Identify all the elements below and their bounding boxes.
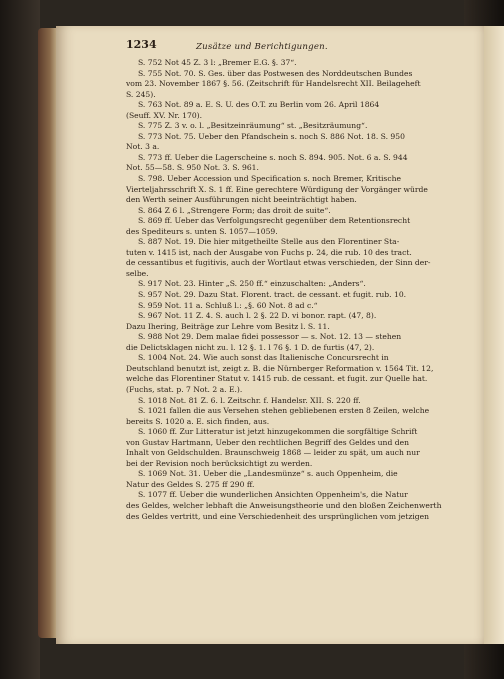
- text-line: S. 773 ff. Ueber die Lagerscheine s. noch S. 894. 905. Not. 6 a. S. 944: [138, 152, 408, 162]
- text-line: S. 775 Z. 3 v. o. l. „Besitzeinräumung“ st. „Besitzräumung“.: [138, 121, 368, 131]
- text-entry: [126, 174, 450, 206]
- entry-list: [126, 58, 450, 522]
- text-entry: [126, 490, 450, 522]
- text-entry: [126, 406, 450, 427]
- text-line: S. 1077 ff. Ueber die wunderlichen Ansichten Oppenheim's, die Natur: [138, 490, 408, 500]
- text-line: (Seuff. XV. Nr. 170).: [126, 110, 203, 120]
- text-line: den Werth seiner Ausführungen nicht beeinträchtigt haben.: [126, 195, 357, 205]
- text-line: S. 967 Not. 11 Z. 4. S. auch l. 2 §. 22 D. vi bonor. rapt. (47, 8).: [138, 311, 377, 321]
- text-line: S. 1018 Not. 81 Z. 6. l. Zeitschr. f. Handelsr. XII. S. 220 ff.: [138, 395, 361, 405]
- text-line: Natur des Geldes S. 275 ff 290 ff.: [126, 479, 255, 489]
- text-entry: [126, 396, 450, 407]
- text-line: S. 752 Not 45 Z. 3 l: „Bremer E.G. §. 37“.: [138, 58, 297, 67]
- text-entry: [126, 132, 450, 153]
- text-line: S. 755 Not. 70. S. Ges. über das Postwesen des Norddeutschen Bundes: [138, 68, 413, 78]
- text-line: bei der Revision noch berücksichtigt zu werden.: [126, 458, 313, 468]
- running-title: Zusätze und Berichtigungen.: [196, 42, 328, 52]
- text-line: selbe.: [126, 268, 149, 278]
- text-entry: [126, 353, 450, 395]
- text-entry: [126, 100, 450, 121]
- facing-page-edge: [484, 26, 504, 644]
- text-line: S. 1069 Not. 31. Ueber die „Landesmünze“ s. auch Oppenheim, die: [138, 469, 398, 479]
- text-line: Inhalt von Geldschulden. Braunschweig 1868 — leider zu spät, um auch nur: [126, 448, 420, 458]
- text-entry: [126, 427, 450, 469]
- page-header: [126, 40, 450, 56]
- page-number: 1234: [126, 38, 157, 51]
- text-entry: [126, 237, 450, 279]
- text-entry: [126, 279, 450, 290]
- text-line: S. 869 ff. Ueber das Verfolgungsrecht gegenüber dem Retentionsrecht: [138, 216, 411, 226]
- text-line: des Spediteurs s. unten S. 1057—1059.: [126, 226, 278, 236]
- text-line: des Geldes vertritt, und eine Verschiedenheit des ursprünglichen vom jetzigen: [126, 511, 430, 521]
- text-line: S. 887 Not. 19. Die hier mitgetheilte Stelle aus den Florentiner Sta-: [138, 237, 400, 247]
- text-line: S. 1004 Not. 24. Wie auch sonst das Italienische Concursrecht in: [138, 353, 389, 363]
- text-line: vom 23. November 1867 §. 56. (Zeitschrift für Handelsrecht XII. Beilageheft: [126, 79, 421, 89]
- text-line: S. 988 Not 29. Dem malae fidei possessor — s. Not. 12. 13 — stehen: [138, 332, 402, 342]
- book-edge: [38, 28, 58, 638]
- text-entry: [126, 206, 450, 217]
- text-entry: [126, 301, 450, 312]
- text-entry: [126, 311, 450, 332]
- text-line: Not. 3 a.: [126, 142, 160, 152]
- text-line: welche das Florentiner Statut v. 1415 rub. de cessant. et fugit. zur Quelle hat.: [126, 374, 428, 384]
- text-entry: [126, 332, 450, 353]
- text-line: S. 957 Not. 29. Dazu Stat. Florent. tract. de cessant. et fugit. rub. 10.: [138, 290, 407, 300]
- book-page: [56, 26, 484, 644]
- text-line: S. 798. Ueber Accession und Specification s. noch Bremer, Kritische: [138, 174, 401, 184]
- text-line: de cessantibus et fugitivis, auch der Wortlaut etwas verschieden, der Sinn der-: [126, 258, 431, 268]
- text-line: S. 773 Not. 75. Ueber den Pfandschein s. noch S. 886 Not. 18. S. 950: [138, 131, 405, 141]
- text-line: S. 1021 fallen die aus Versehen stehen gebliebenen ersten 8 Zeilen, welche: [138, 406, 430, 416]
- text-line: S. 917 Not. 23. Hinter „S. 250 ff.“ einzuschalten: „Anders“.: [138, 279, 366, 289]
- text-line: tuten v. 1415 ist, nach der Ausgabe von Fuchs p. 24, die rub. 10 des tract.: [126, 247, 412, 257]
- text-entry: [126, 69, 450, 101]
- text-line: (Fuchs, stat. p. 7 Not. 2 a. E.).: [126, 384, 243, 394]
- page-content: [126, 40, 450, 522]
- text-entry: [126, 216, 450, 237]
- text-entry: [126, 469, 450, 490]
- text-line: Not. 55—58. S. 950 Not. 3. S. 961.: [126, 163, 259, 173]
- text-entry: [126, 153, 450, 174]
- text-line: S. 1060 ff. Zur Litteratur ist jetzt hinzugekommen die sorgfältige Schrift: [138, 427, 418, 437]
- text-entry: [126, 121, 450, 132]
- text-entry: [126, 58, 450, 69]
- text-line: von Gustav Hartmann, Ueber den rechtlichen Begriff des Geldes und den: [126, 437, 409, 447]
- text-line: des Geldes, welcher lebhaft die Anweisungstheorie und den bloßen Zeichenwerth: [126, 500, 442, 510]
- text-line: die Delictsklagen nicht zu. l. 12 §. 1. l 76 §. 1 D. de furtis (47, 2).: [126, 342, 375, 352]
- text-line: Vierteljahrsschrift X. S. 1 ff. Eine gerechtere Würdigung der Vorgänger würde: [126, 184, 428, 194]
- text-line: S. 959 Not. 11 a. Schluß l.: „§. 60 Not. 8 ad c.“: [138, 300, 318, 310]
- background-left: [0, 0, 40, 679]
- text-line: S. 763 Not. 89 a. E. S. U. des O.T. zu Berlin vom 26. April 1864: [138, 100, 380, 110]
- text-line: Deutschland benutzt ist, zeigt z. B. die Nürnberger Reformation v. 1564 Tit. 12,: [126, 363, 434, 373]
- text-line: bereits S. 1020 a. E. sich finden, aus.: [126, 416, 270, 426]
- text-line: S. 245).: [126, 89, 156, 99]
- text-line: Dazu Ihering, Beiträge zur Lehre vom Besitz l. S. 11.: [126, 321, 330, 331]
- text-entry: [126, 290, 450, 301]
- text-line: S. 864 Z 6 l. „Strengere Form; das droit de suite“.: [138, 205, 331, 215]
